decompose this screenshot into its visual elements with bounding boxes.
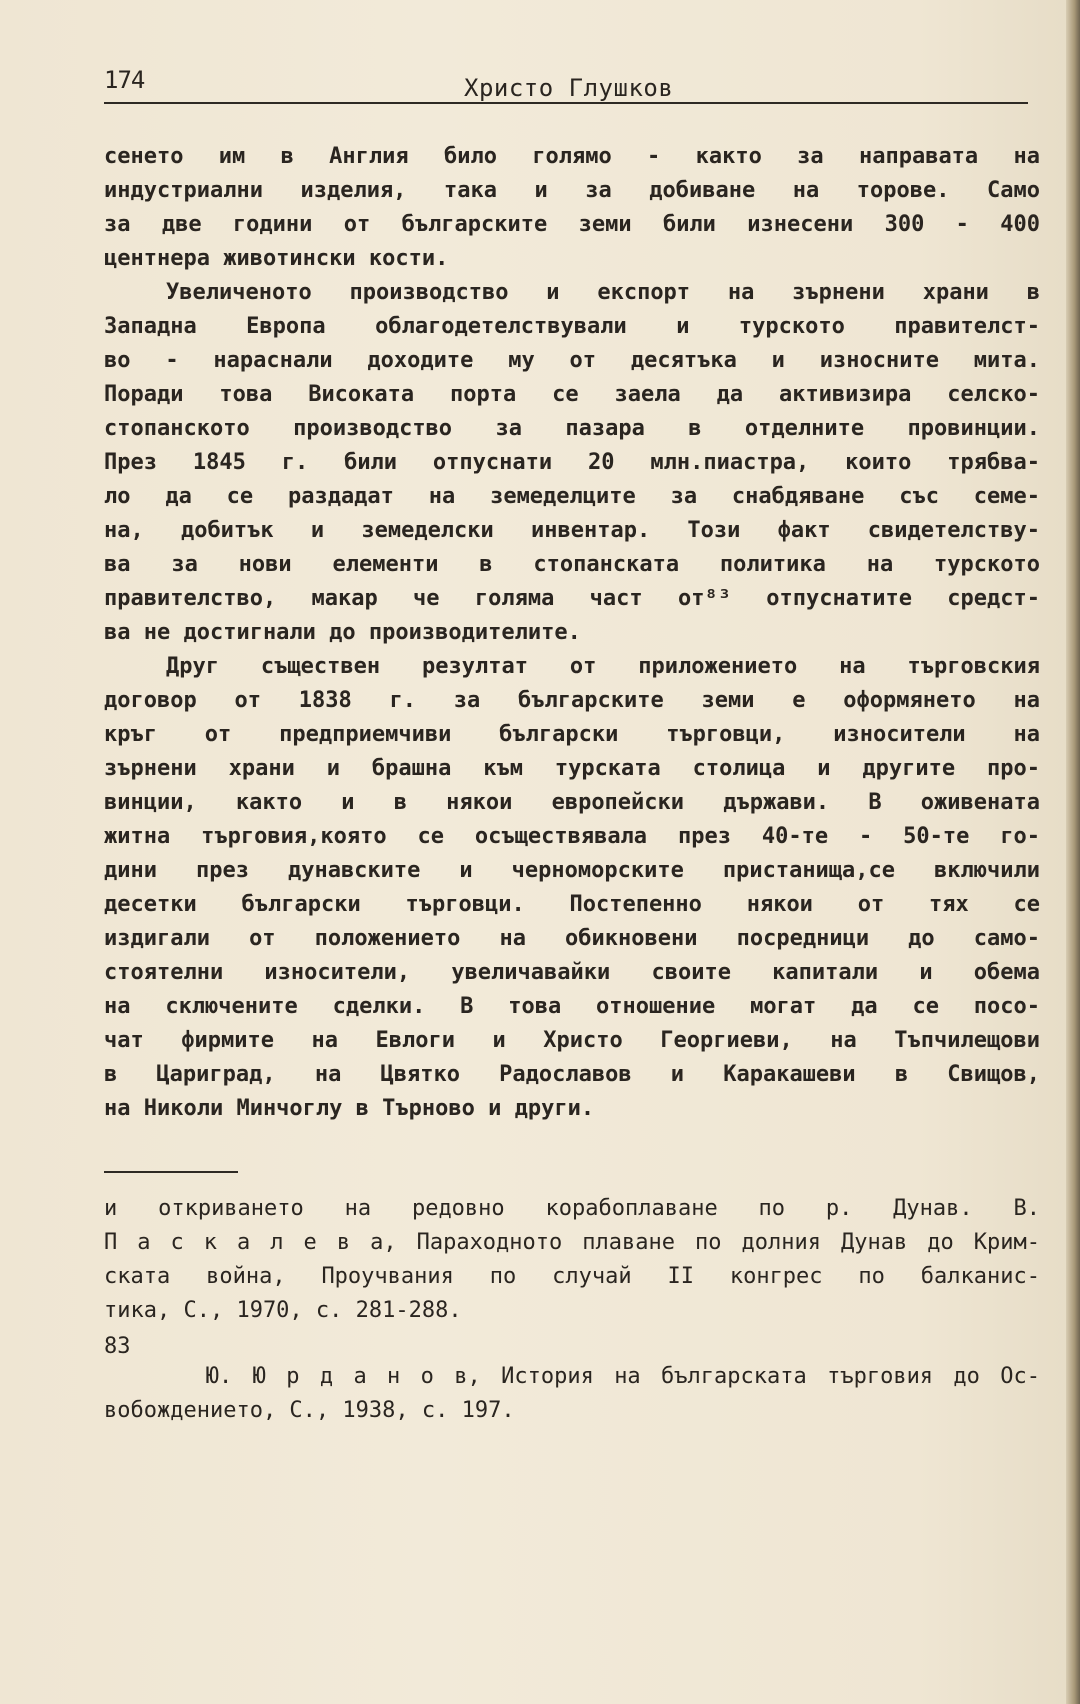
text-line: договор от 1838 г. за българските земи е оформянето на <box>104 688 1040 713</box>
footnote-line: вобождението, С., 1938, с. 197. <box>104 1398 515 1423</box>
text-line: на, добитък и земеделски инвентар. Този факт свидетелству- <box>104 518 1040 543</box>
running-title: Христо Глушков <box>464 74 674 102</box>
text-line: индустриални изделия, така и за добиване на торове. Само <box>104 178 1040 203</box>
text-line: сенето им в Англия било голямо - както за направата на <box>104 144 1040 169</box>
footnote-line: и откриването на редовно корабоплаване по р. Дунав. В. <box>104 1196 1040 1221</box>
footnote-separator <box>104 1171 238 1173</box>
page-spine-edge <box>1066 0 1080 1704</box>
body-text <box>104 140 1040 1126</box>
text-line: Западна Европа облагодетелствували и турското правителст- <box>104 314 1040 339</box>
text-line: центнера животински кости. <box>104 246 449 271</box>
text-line: правителство, макар че голяма част от⁸³ отпуснатите средст- <box>104 586 1040 611</box>
footnote-line: тика, С., 1970, с. 281-288. <box>104 1298 462 1323</box>
text-line: десетки български търговци. Постепенно някои от тях се <box>104 892 1040 917</box>
text-line: кръг от предприемчиви български търговци, износители на <box>104 722 1040 747</box>
text-line: Друг съществен резултат от приложението на търговския <box>166 654 1040 679</box>
footnote-continued <box>104 1192 1040 1328</box>
text-line: Поради това Високата порта се заела да активизира селско- <box>104 382 1040 407</box>
footnote-marker: 83 <box>104 1334 131 1359</box>
text-line: стопанското производство за пазара в отделните провинции. <box>104 416 1040 441</box>
header-rule <box>104 102 1028 104</box>
footnote-line: П а с к а л е в а, Параходното плаване по долния Дунав до Крим- <box>104 1230 1040 1255</box>
text-line: ва не достигнали до производителите. <box>104 620 581 645</box>
text-line: винции, както и в някои европейски държави. В оживената <box>104 790 1040 815</box>
text-line: дини през дунавските и черноморските пристанища,се включили <box>104 858 1040 883</box>
text-line: чат фирмите на Евлоги и Христо Георгиеви, на Тъпчилещови <box>104 1028 1040 1053</box>
text-line: за две години от българските земи били изнесени 300 - 400 <box>104 212 1040 237</box>
footnotes <box>104 1192 1040 1428</box>
footnote-line: Ю. Ю р д а н о в, История на българската търговия до Ос- <box>104 1364 1040 1389</box>
text-line: Увеличеното производство и експорт на зърнени храни в <box>166 280 1040 305</box>
running-header <box>104 64 1028 104</box>
page-number: 174 <box>104 66 145 94</box>
text-line: ва за нови елементи в стопанската политика на турското <box>104 552 1040 577</box>
text-line: зърнени храни и брашна към турската столица и другите про- <box>104 756 1040 781</box>
text-line: во - нараснали доходите му от десятъка и износните мита. <box>104 348 1040 373</box>
text-line: житна търговия,която се осъществявала през 40-те - 50-те го- <box>104 824 1040 849</box>
footnote-83 <box>104 1360 1040 1428</box>
text-line: на Николи Минчоглу в Търново и други. <box>104 1096 595 1121</box>
text-line: в Цариград, на Цвятко Радославов и Каракашеви в Свищов, <box>104 1062 1040 1087</box>
text-line: ло да се раздадат на земеделците за снабдяване със семе- <box>104 484 1040 509</box>
text-line: стоятелни износители, увеличавайки своите капитали и обема <box>104 960 1040 985</box>
text-line: издигали от положението на обикновени посредници до само- <box>104 926 1040 951</box>
text-line: на сключените сделки. В това отношение могат да се посо- <box>104 994 1040 1019</box>
footnote-line: ската война, Проучвания по случай II конгрес по балканис- <box>104 1264 1040 1289</box>
text-line: През 1845 г. били отпуснати 20 млн.пиастра, които трябва- <box>104 450 1040 475</box>
